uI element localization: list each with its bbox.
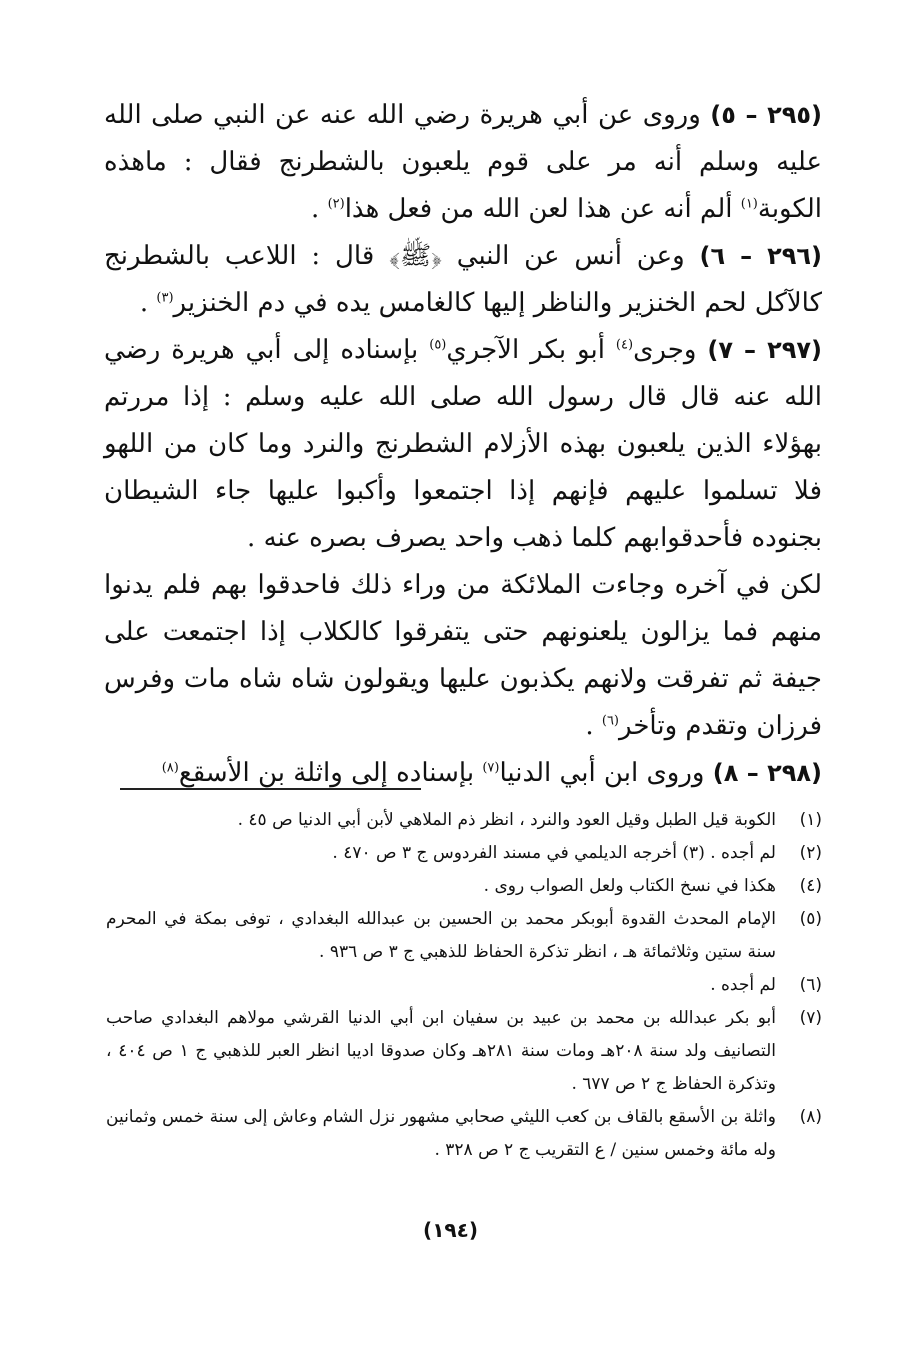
hadith-number: (٢٩٦ – ٦) — [699, 242, 822, 270]
paragraph-text: بإسناده إلى أبي هريرة رضي الله عنه قال قال رسول الله صلى الله عليه وسلم : إذا مررتم بهؤلاء الذين يلعبون بهذه الأزلام الشطرنج والنرد وما كان من اللهو فلا تسلموا عليهم فإنهم إذا اجتمعوا وأكبوا عليها جاء الشيطان بجنوده فأحدقوابهم كلما ذهب واحد يصرف بصره عنه . — [104, 335, 822, 553]
paragraph-text: وروى ابن أبي الدنيا — [499, 758, 713, 788]
footnote-ref[interactable]: (٧) — [482, 760, 500, 776]
footnote-ref[interactable]: (٨) — [161, 760, 179, 776]
paragraph-text: بإسناده إلى واثلة بن الأسقع — [178, 758, 483, 788]
paragraph-continuation — [104, 562, 822, 750]
paragraph-text: وروى عن أبي هريرة رضي الله عنه عن النبي صلى الله عليه وسلم أنه مر على قوم يلعبون بالشطرنج فقال : ماهذه الكوبة — [104, 100, 822, 224]
hadith-number: (٢٩٧ – ٧) — [707, 336, 823, 364]
footnote-marker: (٢) — [799, 843, 822, 863]
paragraph-296 — [104, 233, 822, 327]
paragraph-text: ألم أنه عن هذا لعن الله من فعل هذا — [344, 194, 741, 224]
paragraph-295 — [104, 92, 822, 233]
footnote-item — [106, 1101, 822, 1167]
footnote-marker: (١) — [799, 810, 822, 830]
footnote-marker: (٦) — [799, 975, 822, 995]
footnote-ref[interactable]: (٥) — [429, 337, 447, 353]
footnote-item — [106, 969, 822, 1002]
footnote-item — [106, 837, 822, 870]
footnote-marker: (٤) — [799, 876, 822, 896]
paragraph-text: لكن في آخره وجاءت الملائكة من وراء ذلك فاحدقوا بهم فلم يدنوا منهم فما يزالون يلعنونهم حتى يتفرقوا كالكلاب إذا اجتمعت على جيفة ثم تفرقت ولانهم يكذبون عليها ويقولون شاه شاه مات وفرس فرزان وتقدم وتأخر — [104, 570, 822, 741]
footnote-text: واثلة بن الأسقع بالقاف بن كعب الليثي صحابي مشهور نزل الشام وعاش إلى سنة خمس وثمانين وله مائة وخمس سنين / ع التقريب ج ٢ ص ٣٢٨ . — [106, 1107, 776, 1160]
paragraph-text: . — [311, 194, 328, 224]
footnote-item — [106, 1002, 822, 1101]
footnote-item — [106, 804, 822, 837]
footnote-marker: (٥) — [799, 909, 822, 929]
paragraph-text: وجرى — [633, 335, 708, 365]
footnote-text: هكذا في نسخ الكتاب ولعل الصواب روى . — [483, 876, 776, 896]
paragraph-text: . — [139, 288, 157, 318]
main-text — [104, 92, 822, 797]
footnote-ref[interactable]: (٤) — [615, 337, 634, 353]
footnote-ref[interactable]: (١) — [740, 196, 758, 212]
paragraph-297 — [104, 327, 822, 562]
footnote-marker: (٧) — [799, 1008, 822, 1028]
paragraph-text: . — [585, 711, 602, 741]
footnote-divider — [120, 788, 421, 790]
footnote-text: الإمام المحدث القدوة أبوبكر محمد بن الحسين بن عبدالله البغدادي ، توفى بمكة في المحرم سنة ستين وثلاثمائة هـ ، انظر تذكرة الحفاظ للذهبي ج ٣ ص ٩٣٦ . — [106, 909, 776, 962]
page-number: (١٩٤) — [423, 1218, 478, 1242]
footnote-marker: (٨) — [799, 1107, 822, 1127]
footnote-ref[interactable]: (٢) — [327, 196, 345, 212]
hadith-number: (٢٩٥ – ٥) — [710, 101, 822, 129]
footnote-item — [106, 903, 822, 969]
footnote-ref[interactable]: (٣) — [156, 290, 174, 306]
footnote-text: الكوبة قيل الطبل وقيل العود والنرد ، انظر ذم الملاهي لأبن أبي الدنيا ص ٤٥ . — [237, 810, 776, 830]
footnote-ref[interactable]: (٦) — [601, 713, 619, 729]
footnote-text: أبو بكر عبدالله بن محمد بن عبيد بن سفيان ابن أبي الدنيا القرشي مولاهم البغدادي صاحب التصانيف ولد سنة ٢٠٨هـ ومات سنة ٢٨١هـ وكان صدوقا اديبا انظر العبر للذهبي ج ١ ص ٤٠٤ ، وتذكرة الحفاظ ج ٢ ص ٦٧٧ . — [106, 1008, 777, 1094]
footnote-text: لم أجده . — [710, 975, 776, 995]
paragraph-text: أبو بكر الآجري — [446, 335, 616, 365]
footnote-item — [106, 870, 822, 903]
hadith-number: (٢٩٨ – ٨) — [712, 759, 822, 787]
footnotes — [106, 804, 822, 1167]
footnote-text: لم أجده . (٣) أخرجه الديلمي في مسند الفردوس ج ٣ ص ٤٧٠ . — [332, 843, 776, 863]
paragraph-text: وعن أنس عن النبي ﴿ﷺ﴾ قال : اللاعب بالشطرنج كالآكل لحم الخنزير والناظر إليها كالغامس يده في دم الخنزير — [104, 241, 822, 318]
